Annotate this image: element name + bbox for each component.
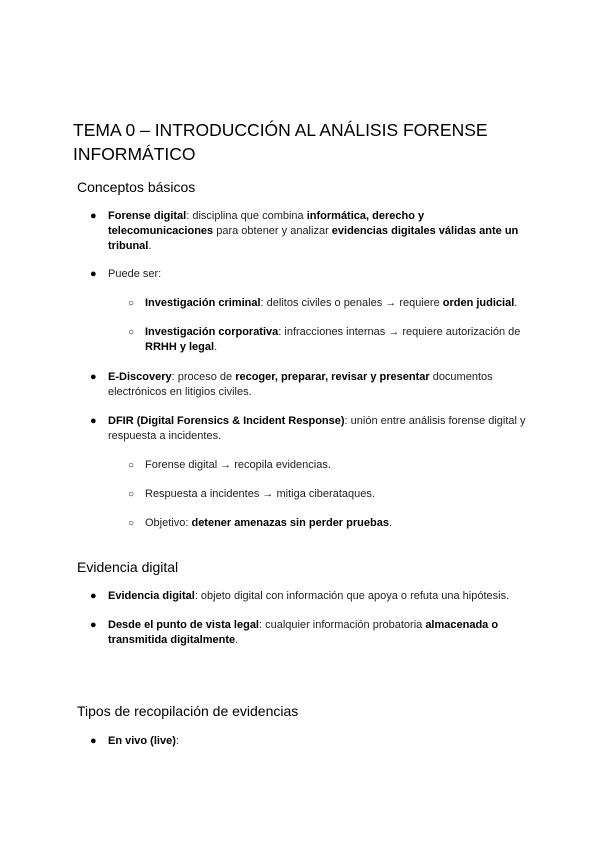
list-item-respuesta-incidentes: Respuesta a incidentes → mitiga ciberataques. (145, 488, 375, 500)
bullet-icon: ● (90, 268, 97, 280)
page-title: TEMA 0 – INTRODUCCIÓN AL ANÁLISIS FORENSE INFORMÁTICO (73, 120, 488, 164)
sub-bullet-icon: ○ (128, 489, 135, 500)
list-item-investigacion-corporativa: Investigación corporativa: infracciones internas → requiere autorización de RRHH y legal. (145, 326, 521, 353)
section-heading-evidencia: Evidencia digital (77, 559, 179, 575)
list-item-evidencia-digital: Evidencia digital: objeto digital con información que apoya o refuta una hipótesis. (108, 590, 510, 602)
bullet-icon: ● (90, 735, 97, 747)
sub-bullet-icon: ○ (128, 518, 135, 529)
bullet-icon: ● (90, 371, 97, 383)
bullet-icon: ● (90, 590, 97, 602)
list-item-puede-ser: Puede ser: (108, 268, 162, 280)
bullet-icon: ● (90, 415, 97, 427)
section-heading-conceptos: Conceptos básicos (77, 179, 196, 195)
list-item-punto-vista-legal: Desde el punto de vista legal: cualquier información probatoria almacenada o transmitida digitalmente. (108, 619, 499, 646)
list-item-investigacion-criminal: Investigación criminal: delitos civiles o penales → requiere orden judicial. (145, 297, 518, 309)
section-heading-tipos: Tipos de recopilación de evidencias (77, 703, 299, 719)
sub-bullet-icon: ○ (128, 327, 135, 338)
sub-bullet-icon: ○ (128, 460, 135, 471)
list-item-forense-recopila: Forense digital → recopila evidencias. (145, 459, 331, 471)
list-item-forense-digital: Forense digital: disciplina que combina informática, derecho y telecomunicaciones para obtener y analizar evidencias digitales válidas ante un tribunal. (108, 210, 519, 252)
list-item-dfir: DFIR (Digital Forensics & Incident Response): unión entre análisis forense digital y respuesta a incidentes. (108, 415, 526, 442)
sub-bullet-icon: ○ (128, 298, 135, 309)
list-item-en-vivo: En vivo (live): (108, 735, 179, 747)
list-item-e-discovery: E-Discovery: proceso de recoger, preparar, revisar y presentar documentos electrónicos en litigios civiles. (108, 371, 493, 398)
bullet-icon: ● (90, 210, 97, 222)
list-item-objetivo: Objetivo: detener amenazas sin perder pruebas. (145, 517, 392, 529)
bullet-icon: ● (90, 619, 97, 631)
